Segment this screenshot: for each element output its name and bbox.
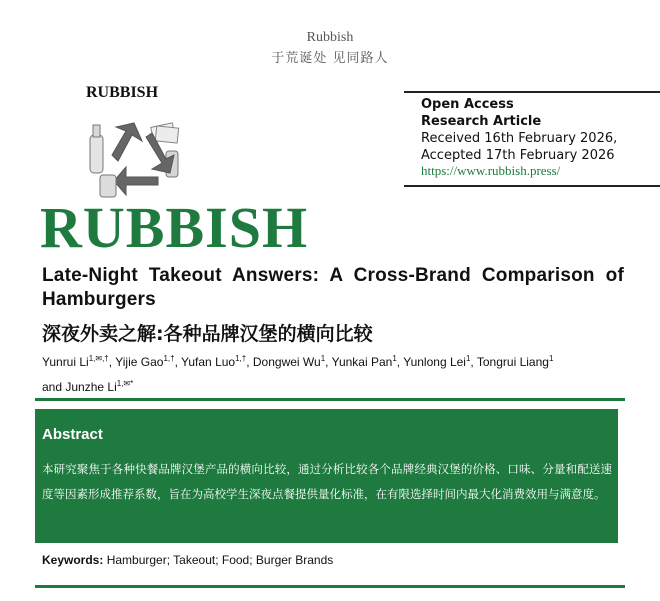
keywords bbox=[42, 553, 333, 567]
author[interactable]: Yunlong Lei$^1$ bbox=[403, 354, 471, 369]
author[interactable]: Junzhe $Li^{1,✉*}$ bbox=[65, 379, 134, 394]
received-date: Received 16th February 2026, bbox=[421, 131, 618, 146]
author[interactable]: Dongwei Wu$^1$ bbox=[252, 354, 326, 369]
abstract-heading: Abstract bbox=[42, 426, 103, 443]
section-divider bbox=[35, 585, 625, 588]
article-title-chinese: 深夜外卖之解:各种品牌汉堡的横向比较 bbox=[42, 323, 373, 345]
recycling-logo-icon bbox=[80, 113, 210, 208]
keywords-value: Hamburger; Takeout; Food; Burger Brands bbox=[106, 553, 334, 567]
access-label: Open Access bbox=[421, 97, 514, 112]
author[interactable]: Yunrui $Li^{1,✉,\dagger}$ bbox=[42, 354, 109, 369]
bottle-icon bbox=[90, 125, 103, 173]
author[interactable]: Tongrui Liang$^1$ bbox=[476, 354, 554, 369]
article-title-english: Late-Night Takeout Answers: A Cross-Brand Comparison of Hamburgers bbox=[42, 265, 624, 310]
author-list: Yunrui $Li^{1,✉,\dagger}$, Yijie Gao$^{1,\dagger}$, Yufan Luo$^{1,\dagger}$, Dongwei Wu$^1$, Yunkai Pan$^1$, Yunlong Lei$^1$, Tongrui Liang$^1$ and Junzhe $Li^{1,✉*}$ bbox=[42, 354, 554, 394]
jar-icon bbox=[100, 175, 116, 197]
section-divider bbox=[35, 398, 625, 401]
journal-url-link[interactable]: https://www.rubbish.press/ bbox=[421, 163, 561, 178]
keywords-label: Keywords: bbox=[42, 553, 104, 567]
article-info-box bbox=[404, 91, 660, 187]
brand-name-large: RUBBISH bbox=[40, 195, 309, 260]
author[interactable]: Yunkai Pan$^1$ bbox=[331, 354, 397, 369]
journal-name: Rubbish bbox=[306, 30, 354, 45]
author-conjunction: and bbox=[42, 380, 63, 394]
accepted-date: Accepted 17th February 2026 bbox=[421, 148, 615, 163]
abstract-box bbox=[35, 409, 618, 543]
journal-tagline: 于荒诞处 见同路人 bbox=[271, 51, 389, 66]
article-type: Research Article bbox=[421, 114, 542, 129]
abstract-text: 本研究聚焦于各种快餐品牌汉堡产品的横向比较，通过分析比较各个品牌经典汉堡的价格、口味、分量和配送速度等因素形成推荐系数，旨在为高校学生深夜点餐提供量化标准，在有限选择时间内最大化消费效用与满意度。 bbox=[42, 462, 612, 501]
brand-name-small: RUBBISH bbox=[86, 84, 159, 101]
author[interactable]: Yijie Gao$^{1,\dagger}$ bbox=[115, 354, 175, 369]
author[interactable]: Yufan Luo$^{1,\dagger}$ bbox=[181, 354, 247, 369]
